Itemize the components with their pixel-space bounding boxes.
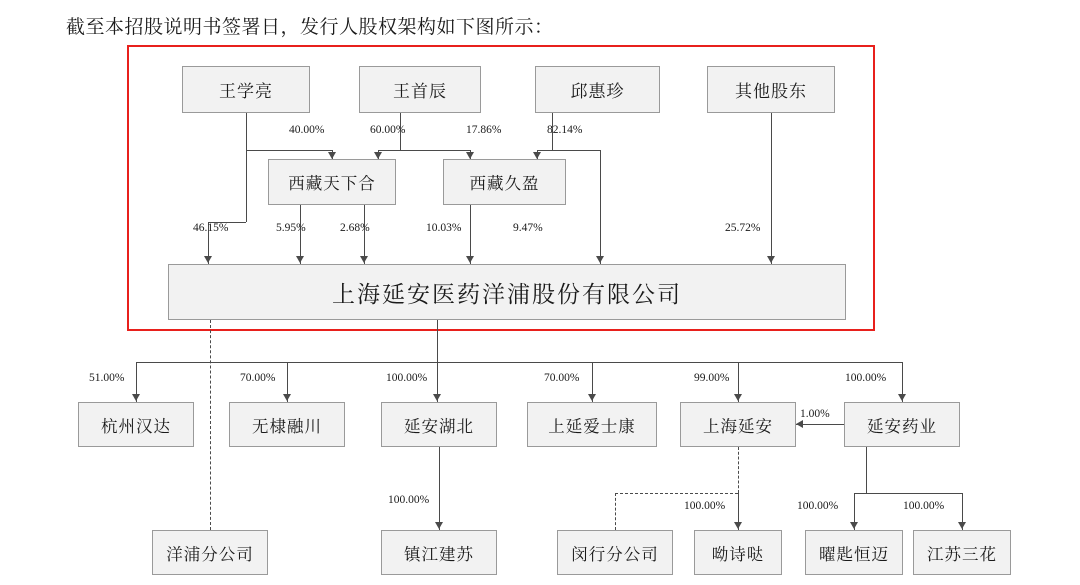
edge-sh2-mid2 <box>400 150 470 151</box>
arrow-icon <box>328 152 336 159</box>
node-shareholder-2[interactable] <box>359 66 481 113</box>
arrow-icon <box>466 256 474 263</box>
pct-sub3-g2: 100.00% <box>388 494 430 506</box>
node-label: 镇江建苏 <box>404 544 474 564</box>
arrow-icon <box>283 394 291 401</box>
node-shareholder-3[interactable] <box>535 66 660 113</box>
pct-issuer-sub5: 99.00% <box>694 372 730 384</box>
pct-sh1-mid1: 40.00% <box>289 124 325 136</box>
arrow-icon <box>296 256 304 263</box>
edge-sub6-bus <box>854 493 962 494</box>
node-grandchild-5[interactable] <box>805 530 903 575</box>
pct-sh2-mid2: 17.86% <box>466 124 502 136</box>
edge-issuer-bus <box>437 320 438 362</box>
edge-sh3-mid2 <box>537 150 552 151</box>
edge-sub6-sub5 <box>796 424 844 425</box>
pct-sh1-issuer: 46.15% <box>193 222 229 234</box>
arrow-icon <box>132 394 140 401</box>
pct-issuer-sub4: 70.00% <box>544 372 580 384</box>
node-label: 洋浦分公司 <box>166 544 254 564</box>
node-label: 邱惠珍 <box>570 82 625 101</box>
node-grandchild-6[interactable] <box>913 530 1011 575</box>
edge-sh1-mid1 <box>246 150 332 151</box>
node-label: 杭州汉达 <box>101 416 171 436</box>
node-subsidiary-5[interactable] <box>680 402 796 447</box>
node-grandchild-4[interactable] <box>694 530 782 575</box>
node-subsidiary-2[interactable] <box>229 402 345 447</box>
node-label: 江苏三花 <box>927 544 997 564</box>
arrow-icon <box>796 420 803 428</box>
edge-sh2-mid1 <box>378 150 402 151</box>
edge-sh4-issuer <box>771 113 772 264</box>
edge-sh1-issuer <box>246 150 247 222</box>
arrow-icon <box>533 152 541 159</box>
edge-sh3-issuer <box>600 150 601 264</box>
arrow-icon <box>588 394 596 401</box>
arrow-icon <box>734 522 742 529</box>
edge-sub5-g3-dashed <box>738 447 739 493</box>
pct-issuer-sub1: 51.00% <box>89 372 125 384</box>
node-subsidiary-3[interactable] <box>381 402 497 447</box>
node-label: 上海延安医药洋浦股份有限公司 <box>332 281 682 307</box>
node-label: 王首辰 <box>393 82 447 101</box>
node-label: 上延爱士康 <box>548 416 636 436</box>
node-shareholder-1[interactable] <box>182 66 310 113</box>
pct-issuer-sub6: 100.00% <box>845 372 887 384</box>
node-subsidiary-1[interactable] <box>78 402 194 447</box>
node-subsidiary-6[interactable] <box>844 402 960 447</box>
node-label: 西藏久盈 <box>469 174 540 193</box>
arrow-icon <box>360 256 368 263</box>
node-grandchild-1[interactable] <box>152 530 268 575</box>
node-shareholder-4[interactable] <box>707 66 835 113</box>
arrow-icon <box>734 394 742 401</box>
arrow-icon <box>374 152 382 159</box>
pct-issuer-sub2: 70.00% <box>240 372 276 384</box>
edge-sh1-mid1 <box>246 113 247 150</box>
pct-sub5-g4: 100.00% <box>684 500 726 512</box>
node-label: 延安药业 <box>867 416 937 436</box>
pct-mid2-issuer-a: 10.03% <box>426 222 462 234</box>
pct-sh4-issuer: 25.72% <box>725 222 761 234</box>
edge-sub5-g3-dashed <box>615 493 738 494</box>
pct-mid1-issuer-b: 2.68% <box>340 222 370 234</box>
node-grandchild-2[interactable] <box>381 530 497 575</box>
edge-sh3-issuer <box>552 150 600 151</box>
node-intermediate-1[interactable] <box>268 159 396 205</box>
pct-sub6-sub5: 1.00% <box>800 408 830 420</box>
pct-sh2-mid1: 60.00% <box>370 124 406 136</box>
node-label: 无棣融川 <box>252 416 322 436</box>
pct-issuer-sub3: 100.00% <box>386 372 428 384</box>
node-grandchild-3[interactable] <box>557 530 673 575</box>
edge-sub6-bus <box>866 447 867 493</box>
node-subsidiary-4[interactable] <box>527 402 657 447</box>
node-label: 上海延安 <box>703 416 773 436</box>
node-label: 王学亮 <box>219 82 273 101</box>
arrow-icon <box>466 152 474 159</box>
node-label: 闵行分公司 <box>571 544 659 564</box>
edge-sub3-g2 <box>439 447 440 530</box>
arrow-icon <box>204 256 212 263</box>
node-label: 其他股东 <box>735 82 807 101</box>
edge-issuer-bus <box>136 362 902 363</box>
pct-sub6-g6: 100.00% <box>903 500 945 512</box>
arrow-icon <box>767 256 775 263</box>
node-label: 延安湖北 <box>404 416 474 436</box>
arrow-icon <box>435 522 443 529</box>
pct-mid2-issuer-b: 9.47% <box>513 222 543 234</box>
node-label: 曜匙恒迈 <box>819 544 889 564</box>
pct-sh3-mid2: 82.14% <box>547 124 583 136</box>
arrow-icon <box>433 394 441 401</box>
arrow-icon <box>958 522 966 529</box>
pct-sub6-g5: 100.00% <box>797 500 839 512</box>
pct-mid1-issuer-a: 5.95% <box>276 222 306 234</box>
page-title: 截至本招股说明书签署日，发行人股权架构如下图所示： <box>66 17 554 38</box>
node-intermediate-2[interactable] <box>443 159 566 205</box>
edge-issuer-g1-dashed <box>210 320 211 530</box>
node-label: 西藏天下合 <box>288 174 376 193</box>
edge-sub5-g3-dashed <box>615 493 616 530</box>
arrow-icon <box>850 522 858 529</box>
arrow-icon <box>898 394 906 401</box>
arrow-icon <box>596 256 604 263</box>
node-issuer[interactable] <box>168 264 846 320</box>
node-label: 呦诗哒 <box>711 544 765 564</box>
